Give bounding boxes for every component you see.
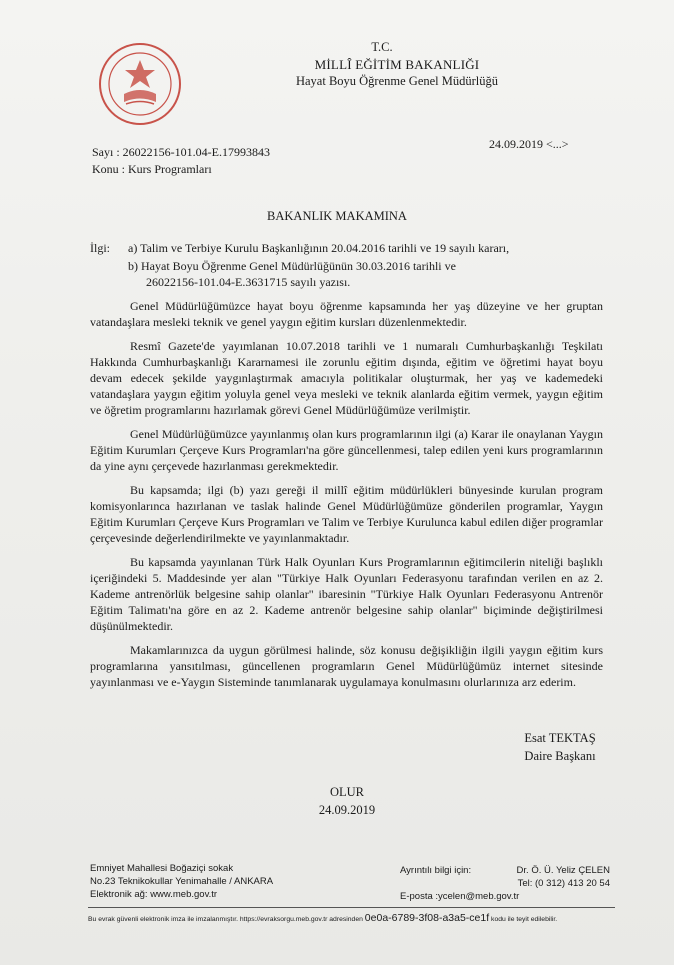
signatory-title: Daire Başkanı (524, 749, 596, 763)
header-ministry: MİLLÎ EĞİTİM BAKANLIĞI (314, 57, 480, 72)
address-line-2: No.23 Teknikokullar Yenimahalle / ANKARA (90, 876, 274, 887)
paragraph-3: Genel Müdürlüğümüzce yayınlanmış olan kurs programlarının ilgi (a) Karar ile onaylanan Yaygın Eğitim Kurumları Çerçeve Kurs Programları'na göre güncellenmesi, talep edilen yeni kurs programlarının da yine aynı çerçevede hazırlanması gerekmektedir. (90, 427, 603, 473)
signature-block (500, 729, 620, 765)
subject: Konu : Kurs Programları (92, 162, 212, 176)
approval-date: 24.09.2019 (318, 803, 376, 817)
paragraph-1: Genel Müdürlüğümüzce hayat boyu öğrenme kapsamında her yaş düzeyine ve her gruptan vatandaşlara mesleki teknik ve genel yaygın eğitim kursları düzenlenmektedir. (90, 299, 603, 329)
header-tc: T.C. (371, 40, 393, 54)
website: Elektronik ağ: www.meb.gov.tr (90, 889, 218, 900)
approval-label: OLUR (329, 785, 365, 799)
ilgi-item-b-continued: 26022156-101.04-E.3631715 sayılı yazısı. (146, 275, 351, 289)
verify-prefix: Bu evrak güvenli elektronik imza ile imzalanmıştır. https://evraksorgu.meb.gov.tr adresinden (88, 916, 363, 923)
signatory-name: Esat TEKTAŞ (524, 731, 596, 745)
address-line-1: Emniyet Mahallesi Boğaziçi sokak (90, 863, 234, 874)
verify-code: 0e0a-6789-3f08-a3a5-ce1f (364, 912, 490, 924)
paragraph-2: Resmî Gazete'de yayımlanan 10.07.2018 tarihli ve 1 numaralı Cumhurbaşkanlığı Teşkilatı Hakkında Cumhurbaşkanlığı Kararnamesi ile zorunlu eğitim dışında, eğitim ve öğretimi hayat boyu devam edecek şekilde yaygınlaştırmak amacıyla politikalar oluşturmak, her yaş ve kademedeki vatandaşlara yaygın eğitim yoluyla genel veya mesleki ve teknik alanlarda eğitim vermek, yaygın eğitim ve öğretim programlarını hazırlamak görevi Genel Müdürlüğümüze verilmiştir. (90, 339, 603, 417)
footer-address (90, 862, 273, 901)
approval-block (0, 783, 674, 819)
document-date: 24.09.2019 <...> (489, 137, 569, 151)
verify-suffix: kodu ile teyit edilebilir. (491, 916, 558, 923)
paragraph-4: Bu kapsamda; ilgi (b) yazı gereği il millî eğitim müdürlükleri bünyesinde kurulan program komisyonlarınca hazırlanan ve taslak halinde Genel Müdürlüğümüze gönderilen programlar, Yaygın Eğitim Kurumları Çerçeve Kurs Programları ve Talim ve Terbiye Kurulunca kabul edilen diğer programlar çerçevesinde değerlendirilmekte ve yayınlanmaktadır. (90, 483, 603, 545)
reference-number: Sayı : 26022156-101.04-E.17993843 (92, 145, 270, 159)
ilgi-item-a: a) Talim ve Terbiye Kurulu Başkanlığının 20.04.2016 tarihli ve 19 sayılı kararı, (128, 241, 510, 255)
contact-name: Dr. Ö. Ü. Yeliz ÇELEN (516, 865, 610, 876)
recipient-title: BAKANLIK MAKAMINA (267, 209, 407, 223)
contact-email: E-posta :ycelen@meb.gov.tr (400, 891, 520, 902)
verification-line (88, 912, 618, 924)
contact-label: Ayrıntılı bilgi için: (400, 865, 472, 876)
footer-contact (400, 864, 610, 903)
paragraph-6: Makamlarınızca da uygun görülmesi halinde, söz konusu değişikliğin ilgili yaygın eğitim kurs programlarına yansıtılması, güncellenen programların Genel Müdürlüğümüz internet sitesinde yayınlanması ve e-Yaygın Sisteminde tanımlanarak uygulamaya konulmasını olurlarınıza arz ederim. (90, 643, 603, 689)
header-directorate: Hayat Boyu Öğrenme Genel Müdürlüğü (295, 74, 499, 88)
paragraph-5: Bu kapsamda yayınlanan Türk Halk Oyunları Kurs Programlarının eğitimcilerin niteliği başlıklı içeriğindeki 5. Maddesinde yer alan "Türkiye Halk Oyunları Federasyonu tarafından verilen en az 2. Kademe antrenörlük belgesine sahip olanlar" ibaresinin "Türkiye Halk Oyunları Federasyonu Antrenör Eğitim Talimatı'na göre en az 2. Kademe antrenör belgesine sahip olanlar" biçiminde değiştirilmesi düşünülmektedir. (90, 555, 603, 633)
footer-divider (88, 907, 615, 908)
letter-body (90, 298, 603, 698)
ilgi-label: İlgi: (90, 241, 110, 255)
contact-tel: Tel: (0 312) 413 20 54 (517, 878, 610, 889)
ilgi-item-b: b) Hayat Boyu Öğrenme Genel Müdürlüğünün 30.03.2016 tarihli ve (128, 259, 456, 273)
contact-row (400, 864, 610, 877)
